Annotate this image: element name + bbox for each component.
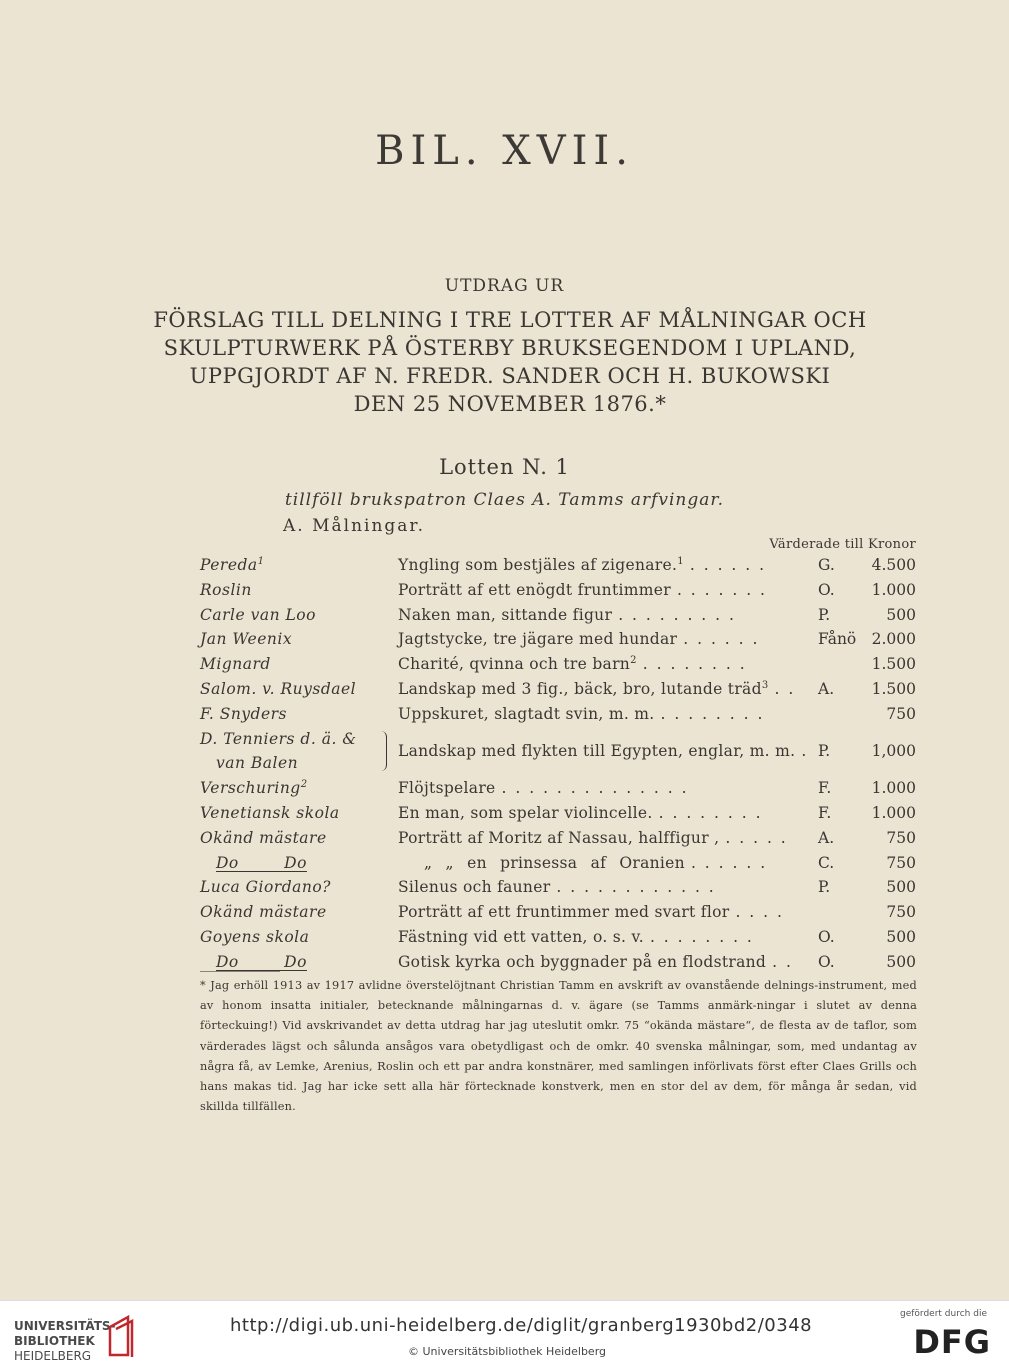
leader-dots: . . [772,952,793,971]
artist-name: Do Do [216,853,307,872]
leader-dots: . . . . . . . . [660,704,765,723]
painting-row [0,801,1009,826]
heading-line: SKULPTURWERK PÅ ÖSTERBY BRUKSEGENDOM I UPLAND, [163,336,857,360]
heading-line: FÖRSLAG TILL DELNING I TRE LOTTER AF MÅLNINGAR OCH [153,308,867,332]
artist-name: Goyens skola [200,927,310,946]
painting-row [0,578,1009,603]
leader-dots: . . . . [735,903,784,922]
document-heading [150,306,870,418]
leader-dots: . . . . . . . . . [618,605,736,624]
value-kronor: 4.500 [871,556,916,574]
copyright: © Universitätsbibliothek Heidelberg [408,1345,607,1358]
painting-description: Landskap med 3 fig., bäck, bro, lutande träd$^3$ . . [398,679,796,698]
permalink-url[interactable]: http://digi.ub.uni-heidelberg.de/diglit/granberg1930bd2/0348 [230,1315,813,1336]
painting-row [0,950,1009,975]
painting-row [0,776,1009,801]
owner-mark: A. [818,679,835,698]
painting-row [0,900,1009,925]
heading-line: DEN 25 NOVEMBER 1876.* [353,392,667,416]
painting-description: Charité, qvinna och tre barn$^2$ . . . . . . . . [398,655,747,674]
painting-description: Flöjtspelare . . . . . . . . . . . . . . [398,779,689,798]
value-kronor: 750 [886,828,916,847]
library-name-line: UNIVERSITÄTS- [14,1319,116,1333]
value-kronor: 750 [886,704,916,723]
painting-description: Uppskuret, slagtadt svin, m. m. . . . . . . . . [398,704,765,723]
library-name [14,1319,116,1364]
artist-name: Do Do [216,952,307,971]
artist-name: F. Snyders [200,704,288,723]
page-title: BIL. XVII. [375,128,634,174]
owner-mark: A. [818,828,835,847]
painting-description: Porträtt af Moritz af Nassau, halffigur , . . . . . [398,828,788,847]
value-kronor: 750 [886,903,916,922]
painting-description: Yngling som bestjäles af zigenare.$^1$ . . . . . . [398,555,767,574]
library-footer [0,1300,1009,1371]
value-kronor: 2.000 [871,630,916,649]
lot-title: Lotten N. 1 [439,455,570,479]
artist-name: Mignard [200,655,271,674]
owner-mark: G. [818,556,835,574]
lot-subtitle: tillföll brukspatron Claes A. Tamms arfvingar. [284,490,725,510]
leader-dots: . [801,741,809,760]
artist-name: Okänd mästare [200,828,327,847]
leader-dots: . . . . . . . . . . . . . . [501,779,689,798]
painting-description: Naken man, sittande figur . . . . . . . . . [398,605,736,624]
value-kronor: 1.000 [871,803,916,822]
library-name-line: BIBLIOTHEK [14,1334,95,1348]
leader-dots: . . [774,679,796,698]
owner-mark: O. [818,952,835,971]
artist-name: Jan Weenix [200,630,293,649]
library-name-line: HEIDELBERG [14,1349,92,1363]
artist-name: Venetiansk skola [200,803,340,822]
footnote: * Jag erhöll 1913 av 1917 avlidne överstelöjtnant Christian Tamm en avskrift av ovanstående delnings-instrument, med av honom insatta initialer, betecknande målningarnas d. v. ägare (se Tamms anmärk-ningar i slutet av denna förteckuing!) Vid avskrivandet av detta utdrag har jag uteslutit omkr. 75 “okända mästare“, de flesta av de taflor, som värderades lägst och sålunda ansågos vara obetydligast och de omkr. 40 svenska målningar, som, med undantag av några få, av Lemke, Arenius, Roslin och ett par andra konstnärer, med samlingen införlivats först efter Claes Grills och hans makas tid. Jag har icke sett alla här förtecknade konstverk, men en stor del av dem, för många år sedan, vid skillda tillfällen. [200,979,917,1114]
leader-dots: . . . . . . . . [642,655,747,674]
owner-mark: O. [818,580,835,599]
painting-description: Fästning vid ett vatten, o. s. v. . . . . . . . . [398,927,754,946]
library-logo-icon [106,1313,136,1359]
paintings-list [0,553,1009,975]
owner-mark: P. [818,878,831,897]
value-kronor: 1.500 [871,679,916,698]
heading-line: UPPGJORDT AF N. FREDR. SANDER OCH H. BUKOWSKI [189,364,831,388]
leader-dots: . . . . . . . [676,580,767,599]
painting-description: Porträtt af ett enögdt fruntimmer . . . . . . . [398,580,767,599]
leader-dots: . . . . . . [690,853,768,872]
leader-dots: . . . . . . . . [649,927,754,946]
value-kronor: 750 [886,853,916,872]
leader-dots: . . . . . [725,828,788,847]
artist-name: D. Tenniers d. ä. & [200,729,357,748]
value-kronor: 1.500 [871,655,916,674]
artist-name: Luca Giordano? [200,878,331,897]
value-kronor: 1.000 [871,580,916,599]
dfg-logo: DFG [913,1323,991,1361]
artist-name: Salom. v. Ruysdael [200,679,357,698]
column-header: Värderade till Kronor [769,537,916,552]
painting-row [0,727,1009,777]
footnote-rule [200,971,280,972]
artist-name: Carle van Loo [200,605,316,624]
painting-row [0,652,1009,677]
painting-description: Porträtt af ett fruntimmer med svart flor . . . . [398,903,784,922]
painting-row [0,702,1009,727]
owner-mark: C. [818,853,835,872]
section-title: A. Målningar. [283,516,426,536]
painting-row [0,627,1009,652]
painting-description: „ „ en prinsessa af Oranien . . . . . . [424,853,768,872]
painting-row [0,603,1009,628]
owner-mark: F. [818,779,832,798]
value-kronor: 500 [886,878,916,897]
leader-dots: . . . . . . [683,630,760,649]
leader-dots: . . . . . . . . . . . . [556,878,716,897]
funding-note: gefördert durch die [900,1309,987,1319]
painting-row [0,553,1009,578]
painting-description: Landskap med flykten till Egypten, englar, m. m. . [398,741,809,760]
painting-description: Jagtstycke, tre jägare med hundar . . . . . . [398,630,760,649]
owner-mark: P. [818,741,831,760]
painting-description: En man, som spelar violincelle. . . . . . . . . [398,803,763,822]
owner-mark: F. [818,803,832,822]
artist-name-continued: van Balen [216,754,299,773]
artist-name: Roslin [200,580,252,599]
painting-description: Silenus och fauner . . . . . . . . . . . . [398,878,716,897]
painting-row [0,875,1009,900]
leader-dots: . . . . . . . . [658,803,763,822]
painting-description: Gotisk kyrka och byggnader på en flodstrand . . [398,952,793,971]
painting-row [0,925,1009,950]
value-kronor: 1.000 [871,779,916,798]
painting-row [0,677,1009,702]
brace [378,731,387,771]
value-kronor: 500 [886,927,916,946]
extract-label: UTDRAG UR [444,276,565,296]
owner-mark: Fånö [818,630,857,649]
artist-name: Okänd mästare [200,903,327,922]
leader-dots: . . . . . . [689,556,767,574]
value-kronor: 1,000 [871,741,916,760]
painting-row [0,826,1009,851]
artist-name: Pereda$^1$ [200,555,265,574]
owner-mark: P. [818,605,831,624]
value-kronor: 500 [886,605,916,624]
artist-name: Verschuring$^2$ [200,779,308,798]
owner-mark: O. [818,927,835,946]
painting-row [0,851,1009,876]
value-kronor: 500 [886,952,916,971]
